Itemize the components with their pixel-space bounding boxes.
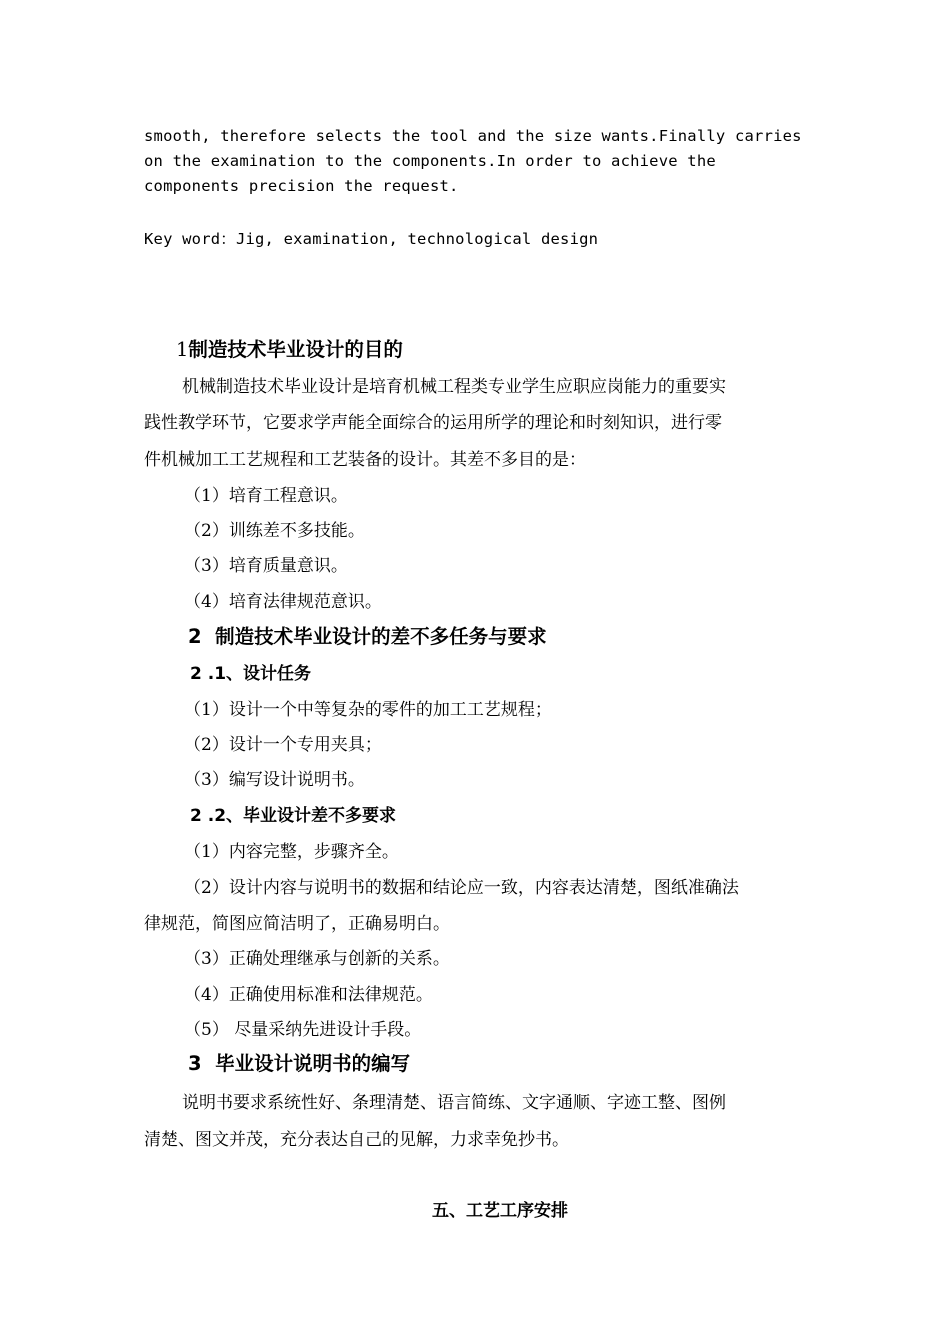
section-2-heading: 2 制造技术毕业设计的差不多任务与要求 bbox=[188, 625, 547, 648]
section-5-heading: 五、工艺工序安排 bbox=[432, 1201, 568, 1221]
section-1-para-line-2: 践性教学环节，它要求学声能全面综合的运用所学的理论和时刻知识，进行零 bbox=[144, 413, 722, 433]
section-1-para-line-3: 件机械加工工艺规程和工艺装备的设计。其差不多目的是： bbox=[144, 450, 586, 470]
section-2-2-item-3: （3）正确处理继承与创新的关系。 bbox=[184, 949, 450, 969]
section-2-2-item-4: （4）正确使用标准和法律规范。 bbox=[184, 985, 433, 1005]
section-1-item-2: （2）训练差不多技能。 bbox=[184, 521, 365, 541]
section-2-1-item-3: （3）编写设计说明书。 bbox=[184, 770, 365, 790]
section-2-1-item-1: （1）设计一个中等复杂的零件的加工工艺规程； bbox=[184, 700, 552, 720]
section-2-1-heading: 2 .1、设计任务 bbox=[190, 664, 312, 684]
section-2-2-item-5: （5） 尽量采纳先进设计手段。 bbox=[184, 1020, 422, 1040]
abstract-line-1: smooth, therefore selects the tool and the size wants.Finally carries bbox=[144, 127, 802, 145]
section-2-2-item-2-cont: 律规范，简图应简洁明了，正确易明白。 bbox=[144, 914, 450, 934]
keywords-line: Key word：Jig, examination, technological design bbox=[144, 230, 599, 248]
section-1-heading bbox=[176, 334, 403, 362]
section-2-2-item-2: （2）设计内容与说明书的数据和结论应一致，内容表达清楚，图纸准确法 bbox=[184, 878, 739, 898]
section-1-para-line-1: 机械制造技术毕业设计是培育机械工程类专业学生应职应岗能力的重要实 bbox=[182, 377, 726, 397]
section-3-para-line-1: 说明书要求系统性好、条理清楚、语言简练、文字通顺、字迹工整、图例 bbox=[182, 1093, 726, 1113]
section-1-item-4: （4）培育法律规范意识。 bbox=[184, 592, 382, 612]
section-2-2-heading: 2 .2、毕业设计差不多要求 bbox=[190, 806, 397, 826]
section-3-para-line-2: 清楚、图文并茂，充分表达自己的见解，力求幸免抄书。 bbox=[144, 1130, 569, 1150]
section-1-number: 1 bbox=[176, 338, 189, 361]
section-2-2-item-1: （1）内容完整，步骤齐全。 bbox=[184, 842, 399, 862]
section-2-1-item-2: （2）设计一个专用夹具； bbox=[184, 735, 382, 755]
abstract-line-2: on the examination to the components.In order to achieve the bbox=[144, 152, 716, 170]
section-1-item-1: （1）培育工程意识。 bbox=[184, 486, 348, 506]
section-3-heading: 3 毕业设计说明书的编写 bbox=[188, 1052, 411, 1075]
abstract-line-3: components precision the request. bbox=[144, 177, 459, 195]
section-1-item-3: （3）培育质量意识。 bbox=[184, 556, 348, 576]
section-1-title: 制造技术毕业设计的目的 bbox=[188, 338, 403, 361]
